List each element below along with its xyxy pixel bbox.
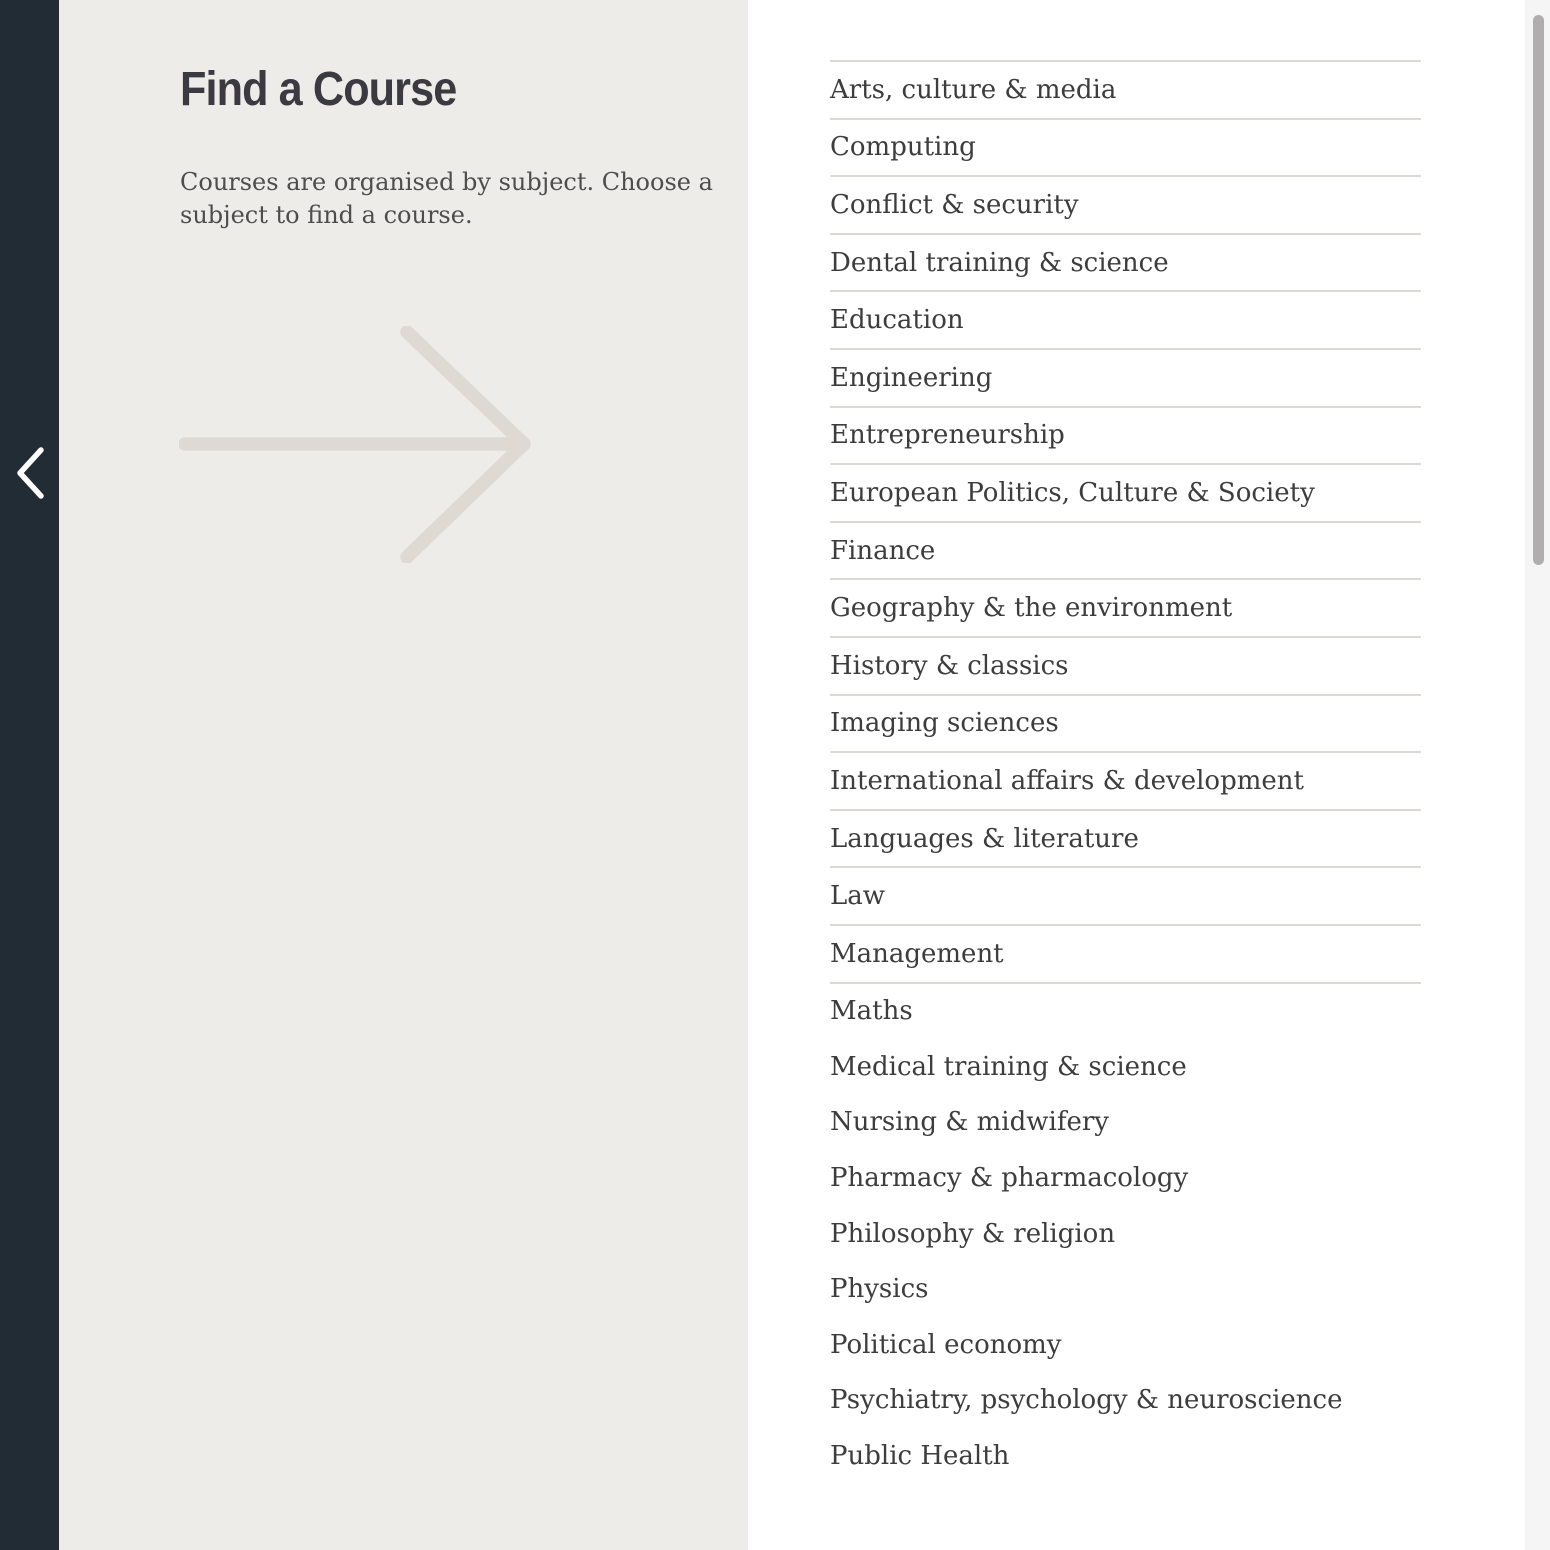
- subject-list-item[interactable]: [830, 175, 1421, 233]
- subject-list-item[interactable]: [830, 636, 1421, 694]
- subject-label: Geography & the environment: [830, 593, 1233, 624]
- subject-list-item[interactable]: [830, 118, 1421, 176]
- subject-label: Arts, culture & media: [830, 74, 1117, 105]
- subject-label: International affairs & development: [830, 765, 1304, 796]
- back-button[interactable]: [10, 444, 50, 502]
- subject-label: Computing: [830, 132, 976, 163]
- subject-label: Engineering: [830, 362, 993, 393]
- subject-list-item[interactable]: [830, 866, 1421, 924]
- subject-list-item[interactable]: [830, 694, 1421, 752]
- subject-list-item[interactable]: [830, 233, 1421, 291]
- subject-label: Nursing & midwifery: [830, 1107, 1109, 1138]
- subject-list-item[interactable]: [830, 406, 1421, 464]
- subject-label: European Politics, Culture & Society: [830, 477, 1315, 508]
- subject-list-item[interactable]: [830, 1150, 1421, 1206]
- subject-label: Education: [830, 305, 964, 336]
- subject-list-item[interactable]: [830, 1206, 1421, 1262]
- intro-panel: [59, 0, 748, 1550]
- subject-label: Entrepreneurship: [830, 420, 1065, 451]
- subject-label: Conflict & security: [830, 189, 1079, 220]
- subject-list-item[interactable]: [830, 1428, 1421, 1484]
- subject-label: Medical training & science: [830, 1051, 1187, 1082]
- subject-list-item[interactable]: [830, 1261, 1421, 1317]
- subject-list: [830, 60, 1421, 1484]
- subject-list-item[interactable]: [830, 578, 1421, 636]
- subject-label: Imaging sciences: [830, 708, 1059, 739]
- page-description: Courses are organised by subject. Choose a subject to find a course.: [180, 168, 713, 229]
- subject-label: Dental training & science: [830, 247, 1169, 278]
- subjects-panel: [748, 0, 1525, 1550]
- subject-label: Maths: [830, 996, 913, 1027]
- subject-list-item[interactable]: [830, 982, 1421, 1040]
- subject-label: Pharmacy & pharmacology: [830, 1163, 1189, 1194]
- subject-label: History & classics: [830, 650, 1069, 681]
- subject-list-item[interactable]: [830, 1317, 1421, 1373]
- subject-list-item[interactable]: [830, 1039, 1421, 1095]
- subject-list-item[interactable]: [830, 290, 1421, 348]
- subject-label: Law: [830, 881, 886, 912]
- subject-list-item[interactable]: [830, 463, 1421, 521]
- subject-list-item[interactable]: [830, 521, 1421, 579]
- subject-list-item[interactable]: [830, 60, 1421, 118]
- subject-label: Languages & literature: [830, 823, 1139, 854]
- arrow-right-icon: [179, 326, 531, 568]
- left-rail: [0, 0, 59, 1550]
- page-title: Find a Course: [180, 63, 457, 116]
- subject-label: Philosophy & religion: [830, 1218, 1116, 1249]
- subject-list-item[interactable]: [830, 751, 1421, 809]
- scrollbar-track[interactable]: [1525, 0, 1550, 1550]
- subject-label: Management: [830, 938, 1004, 969]
- subject-list-item[interactable]: [830, 924, 1421, 982]
- chevron-left-icon: [10, 490, 50, 505]
- subject-label: Physics: [830, 1274, 929, 1305]
- subject-label: Psychiatry, psychology & neuroscience: [830, 1385, 1343, 1416]
- subject-label: Finance: [830, 535, 936, 566]
- scrollbar-thumb[interactable]: [1533, 15, 1544, 565]
- subject-list-item[interactable]: [830, 1373, 1421, 1429]
- subject-label: Public Health: [830, 1441, 1010, 1472]
- subject-list-item[interactable]: [830, 809, 1421, 867]
- subject-list-item[interactable]: [830, 1095, 1421, 1151]
- subject-list-item[interactable]: [830, 348, 1421, 406]
- subject-label: Political economy: [830, 1329, 1062, 1360]
